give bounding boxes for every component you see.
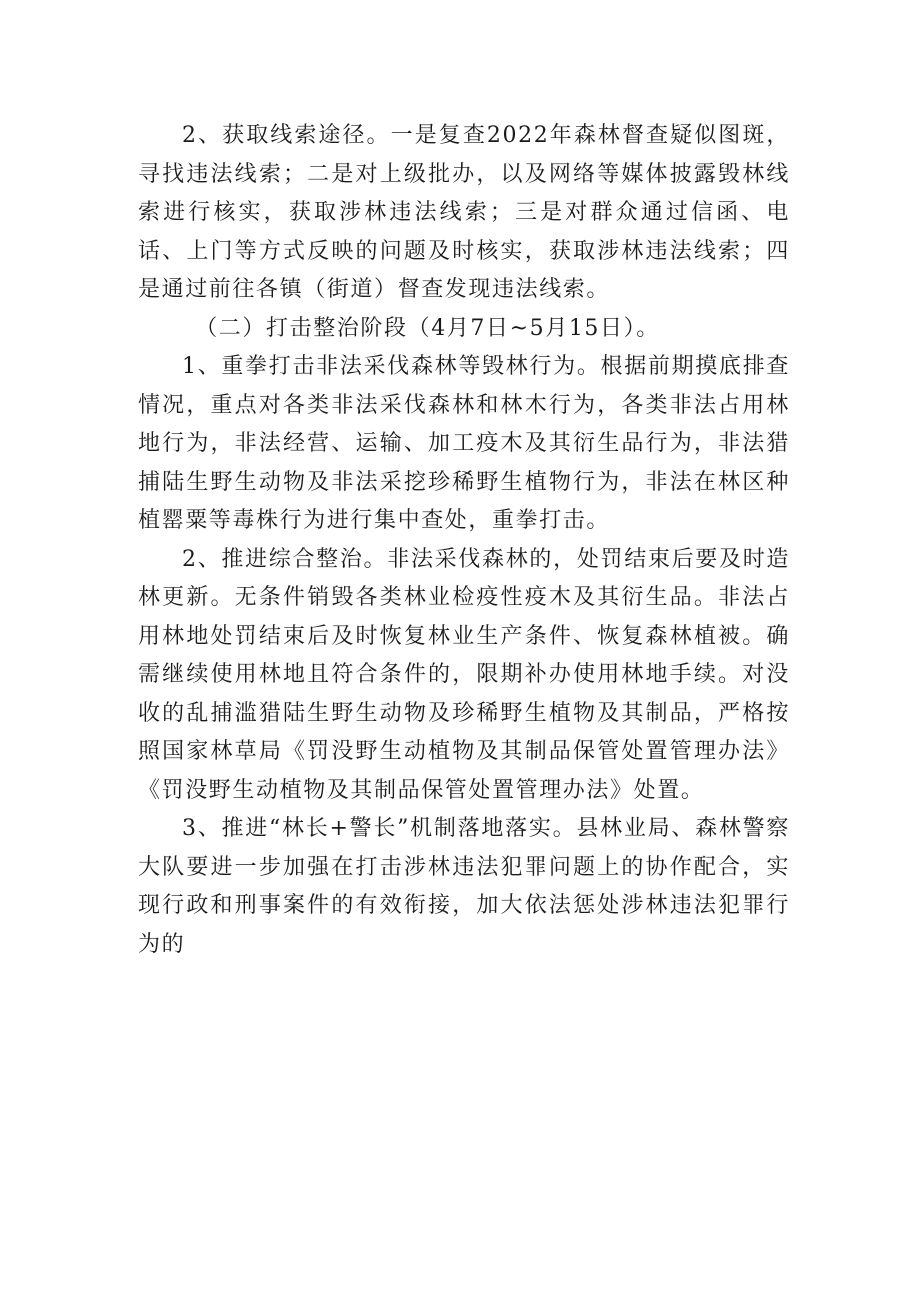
paragraph-comprehensive-rectification: 2、推进综合整治。非法采伐森林的，处罚结束后要及时造林更新。无条件销毁各类林业检疫性疫木及其衍生品。非法占用林地处罚结束后及时恢复林业生产条件、恢复森林植被。确需继续使用林地且符合条件的，限期补办使用林地手续。对没收的乱捕滥猎陆生野生动物及珍稀野生植物及其制品，严格按照国家林草局《罚没野生动植物及其制品保管处置管理办法》《罚没野生动植物及其制品保管处置管理办法》处置。	[138, 546, 790, 803]
document-body	[138, 117, 790, 964]
paragraph-clue-channels: 2、获取线索途径。一是复查2022年森林督查疑似图斑，寻找违法线索；二是对上级批办，以及网络等媒体披露毁林线索进行核实，获取涉林违法线索；三是对群众通过信函、电话、上门等方式反映的问题及时核实，获取涉林违法线索；四是通过前往各镇（街道）督查发现违法线索。	[138, 123, 790, 302]
paragraph-forest-chief-police-chief: 3、推进“林长+警长”机制落地落实。县林业局、森林警察大队要进一步加强在打击涉林违法犯罪问题上的协作配合，实现行政和刑事案件的有效衔接，加大依法惩处涉林违法犯罪行为的	[138, 816, 790, 957]
section-heading-crackdown-phase: （二）打击整治阶段（4月7日~5月15日）。	[195, 315, 660, 341]
paragraph-crackdown-deforestation: 1、重拳打击非法采伐森林等毁林行为。根据前期摸底排查情况，重点对各类非法采伐森林和林木行为，各类非法占用林地行为，非法经营、运输、加工疫木及其衍生品行为，非法猎捕陆生野生动物及非法采挖珍稀野生植物行为，非法在林区种植罂粟等毒株行为进行集中查处，重拳打击。	[138, 354, 790, 533]
